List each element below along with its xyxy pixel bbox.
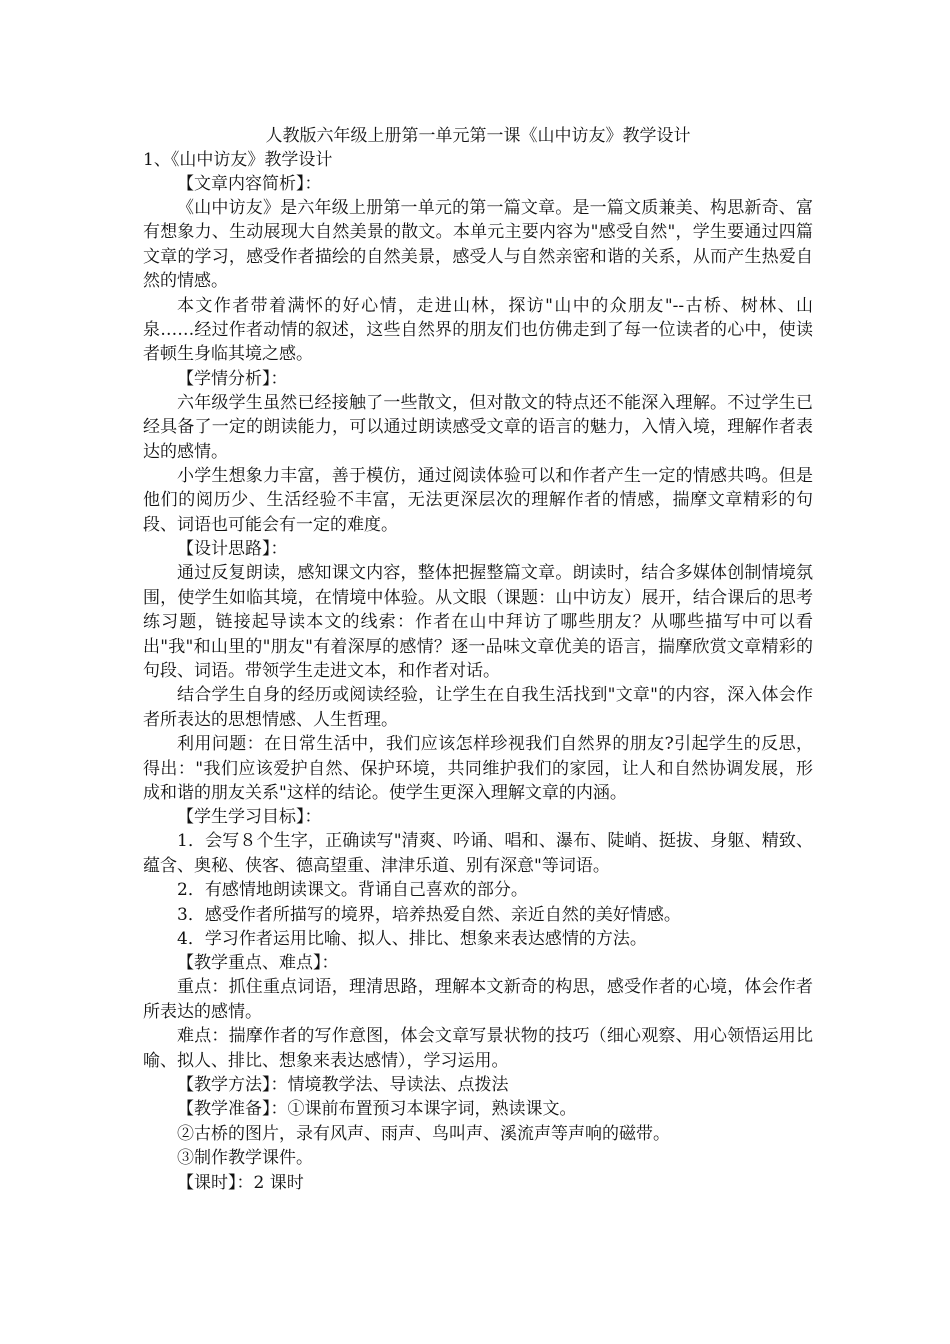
heading-content-analysis: 【文章内容简析】： xyxy=(177,174,322,194)
goal-item-3: 3．感受作者所描写的境界，培养热爱自然、亲近自然的美好情感。 xyxy=(177,904,681,925)
paragraph-key-point: 重点：抓住重点词语，理清思路，理解本文新奇的构思，感受作者的心境，体会作者所表达的感情。 xyxy=(143,977,813,1022)
teaching-preparation-1: 【教学准备】：①课前布置预习本课字词，熟读课文。 xyxy=(177,1099,577,1120)
paragraph-student-2: 小学生想象力丰富，善于模仿，通过阅读体验可以和作者产生一定的情感共鸣。但是他们的阅历少、生活经验不丰富，无法更深层次的理解作者的情感，揣摩文章精彩的句段、词语也可能会有一定的难度。 xyxy=(143,466,813,535)
paragraph-design-1: 通过反复朗读，感知课文内容，整体把握整篇文章。朗读时，结合多媒体创制情境氛围，使学生如临其境，在情境中体验。从文眼（课题：山中访友）展开，结合课后的思考练习题，链接起导读本文的线索：作者在山中拜访了哪些朋友？从哪些描写中可以看出"我"和山里的"朋友"有着深厚的感情？逐一品味文章优美的语言，揣摩欣赏文章精彩的句段、词语。带领学生走进文本，和作者对话。 xyxy=(143,563,813,681)
section-heading: 1、《山中访友》教学设计 xyxy=(143,150,333,170)
heading-design-idea: 【设计思路】： xyxy=(177,539,288,560)
heading-key-difficult: 【教学重点、难点】： xyxy=(177,953,339,974)
goal-item-2: 2．有感情地朗读课文。背诵自己喜欢的部分。 xyxy=(177,880,528,901)
paragraph-design-2: 结合学生自身的经历或阅读经验，让学生在自我生活找到"文章"的内容，深入体会作者所表达的思想情感、人生哲理。 xyxy=(143,685,813,730)
teaching-methods: 【教学方法】：情境教学法、导读法、点拨法 xyxy=(177,1075,509,1095)
document-title: 人教版六年级上册第一单元第一课《山中访友》教学设计 xyxy=(265,126,691,146)
paragraph-design-3: 利用问题：在日常生活中，我们应该怎样珍视我们自然界的朋友?引起学生的反思，得出："我们应该爱护自然、保护环境，共同维护我们的家园，让人和自然协调发展，形成和谐的朋友关系"这样的结论。使学生更深入理解文章的内涵。 xyxy=(143,734,813,803)
teaching-preparation-2: ②古桥的图片，录有风声、雨声、鸟叫声、溪流声等声响的磁带。 xyxy=(177,1123,670,1144)
class-hours: 【课时】：2 课时 xyxy=(177,1172,304,1193)
paragraph-student-1: 六年级学生虽然已经接触了一些散文，但对散文的特点还不能深入理解。不过学生已经具备了一定的朗读能力，可以通过朗读感受文章的语言的魅力，入情入境，理解作者表达的感情。 xyxy=(143,392,813,462)
heading-learning-goals: 【学生学习目标】： xyxy=(177,807,322,828)
document-page xyxy=(143,124,813,1195)
goal-item-1: 1．会写８个生字，正确读写"清爽、吟诵、唱和、瀑布、陡峭、挺拔、身躯、精致、蕴含、奥秘、侠客、德高望重、津津乐道、别有深意"等词语。 xyxy=(143,831,813,876)
paragraph-difficult-point: 难点：揣摩作者的写作意图，体会文章写景状物的技巧（细心观察、用心领悟运用比喻、拟人、排比、想象来表达感情），学习运用。 xyxy=(143,1026,813,1071)
teaching-preparation-3: ③制作教学课件。 xyxy=(177,1148,313,1169)
paragraph-content-1: 《山中访友》是六年级上册第一单元的第一篇文章。是一篇文质兼美、构思新奇、富有想象力、生动展现大自然美景的散文。本单元主要内容为"感受自然"，学生要通过四篇文章的学习，感受作者描绘的自然美景，感受人与自然亲密和谐的关系，从而产生热爱自然的情感。 xyxy=(143,198,813,292)
heading-student-analysis: 【学情分析】： xyxy=(177,368,288,389)
paragraph-content-2: 本文作者带着满怀的好心情，走进山林，探访"山中的众朋友"--古桥、树林、山泉……经过作者动情的叙述，这些自然界的朋友们也仿佛走到了每一位读者的心中，使读者顿生身临其境之感。 xyxy=(143,295,813,365)
goal-item-4: 4．学习作者运用比喻、拟人、排比、想象来表达感情的方法。 xyxy=(177,928,647,949)
